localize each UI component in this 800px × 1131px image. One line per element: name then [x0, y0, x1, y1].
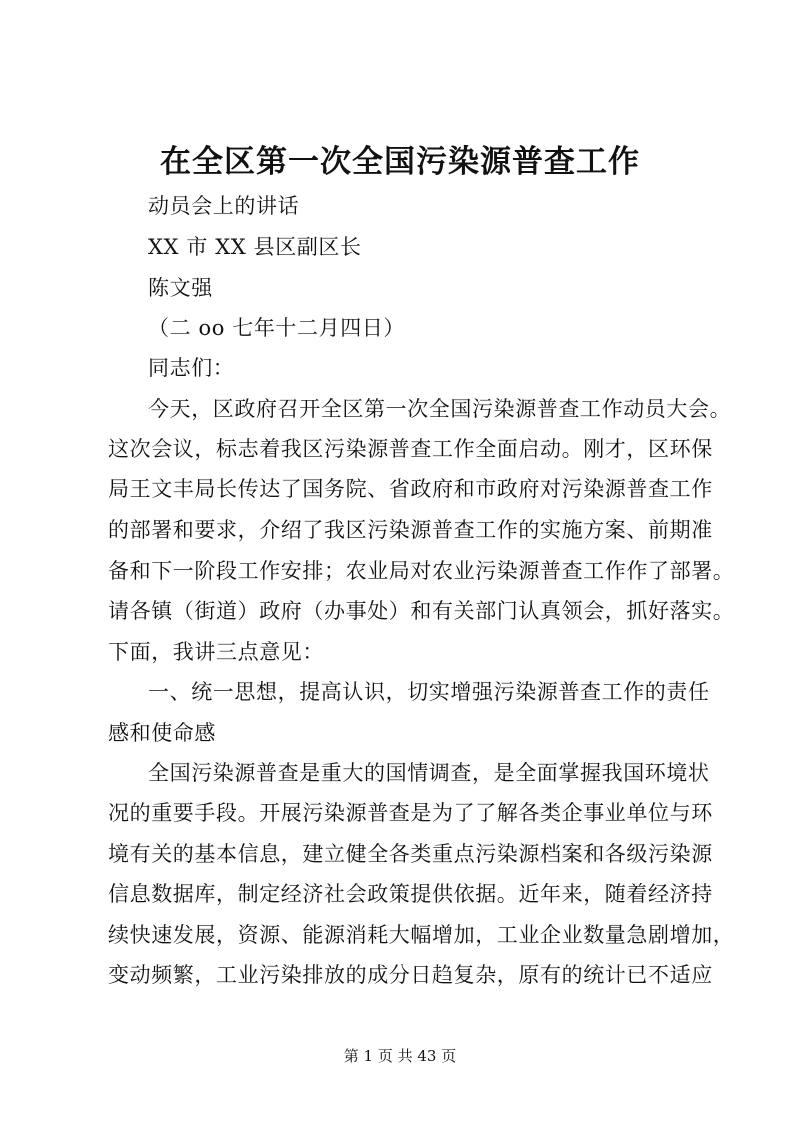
paragraph-line: 的部署和要求，介绍了我区污染源普查工作的实施方案、前期准 [108, 518, 713, 542]
paragraph-line: 请各镇（街道）政府（办事处）和有关部门认真领会，抓好落实。 [108, 599, 735, 623]
paragraph-line: 信息数据库，制定经济社会政策提供依据。近年来，随着经济持 [108, 882, 713, 906]
page-number-footer: 第 1 页 共 43 页 [343, 1047, 457, 1065]
paragraph-line: 况的重要手段。开展污染源普查是为了了解各类企事业单位与环 [108, 801, 713, 825]
section-heading-line: 一、统一思想，提高认识，切实增强污染源普查工作的责任 [148, 680, 710, 704]
speaker-name: 陈文强 [148, 276, 213, 300]
paragraph-line: 这次会议，标志着我区污染源普查工作全面启动。刚才，区环保 [108, 437, 713, 461]
paragraph-line: 局王文丰局长传达了国务院、省政府和市政府对污染源普查工作 [108, 477, 713, 501]
section-heading-line: 感和使命感 [108, 721, 216, 745]
subtitle-line: 动员会上的讲话 [148, 194, 300, 218]
paragraph-line: 变动频繁，工业污染排放的成分日趋复杂，原有的统计已不适应 [108, 963, 713, 987]
paragraph-line: 续快速发展，资源、能源消耗大幅增加，工业企业数量急剧增加， [108, 923, 735, 947]
paragraph-line: 境有关的基本信息，建立健全各类重点污染源档案和各级污染源 [108, 842, 713, 866]
paragraph-line: 全国污染源普查是重大的国情调查，是全面掌握我国环境状 [148, 761, 710, 785]
paragraph-line: 下面，我讲三点意见： [108, 640, 324, 664]
salutation: 同志们： [148, 356, 235, 380]
paragraph-line: 备和下一阶段工作安排；农业局对农业污染源普查工作作了部署。 [108, 559, 735, 583]
document-title: 在全区第一次全国污染源普查工作 [160, 144, 640, 180]
speech-date: （二 oo 七年十二月四日） [148, 316, 406, 340]
paragraph-line: 今天，区政府召开全区第一次全国污染源普查工作动员大会。 [148, 397, 732, 421]
speaker-position: XX 市 XX 县区副区长 [148, 235, 362, 259]
